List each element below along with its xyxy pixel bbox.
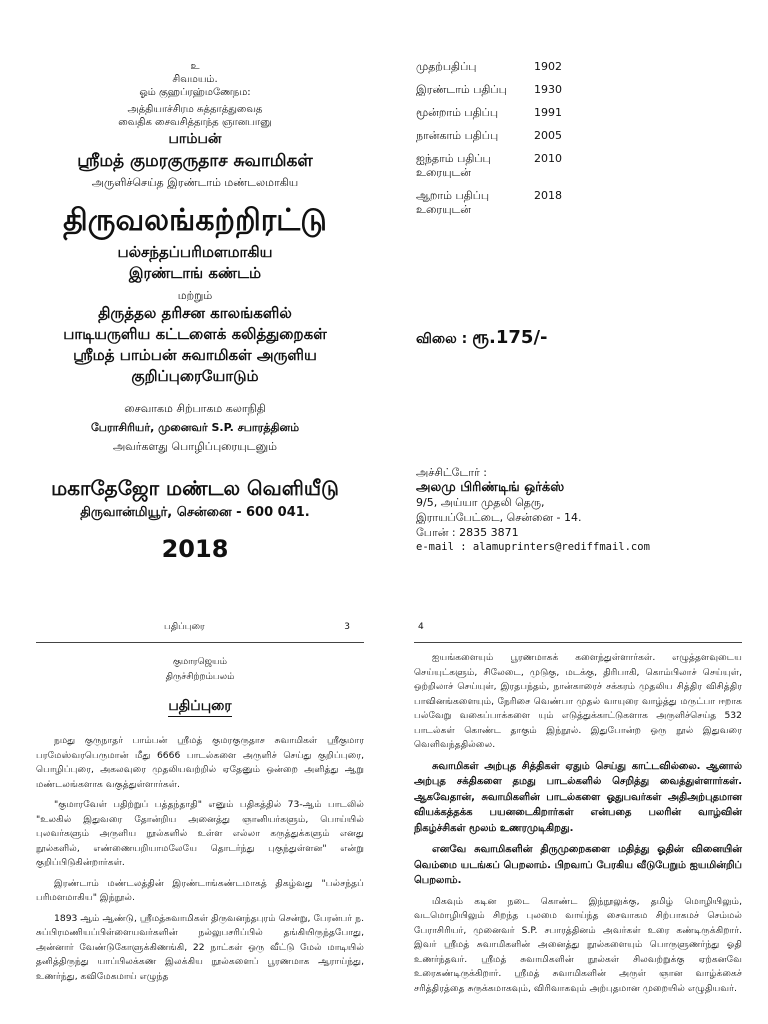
price [416,327,548,350]
edition-row [416,83,736,97]
paragraph: "குமாரவேள் பதிற்றுப் பத்தந்தாதி" எனும் பதிகத்தில் 73-ஆம் பாடலில் "உலகில் இதுவரை தோன்றிய அனைத்து ஞானியர்களும், பொய்யில் புலவர்களும் அருளிய நூல்களில் உள்ள எல்லா கருத்துக்களும் எனது நூல்களில், எண்ணையறியாமலேயே தொடர்ந்து புகுந்துள்ளன" என்று குறிப்பிடுகின்றார்கள். [36,799,364,868]
paragraph: எனவே சுவாமிகளின் திருமுறைகளை மதித்து ஓதின் வினையின் வெம்மை யடங்கப் பெறலாம். பிறவாப் பேரகிய வீடுபேறும் ஐயமின்றிப் பெறலாம். [414,844,742,886]
subtitle-6: குறிப்புரையோடும் [131,367,259,385]
section-heading: பதிப்புரை [168,698,231,717]
printer-email[interactable]: e-mail : alamuprinters@rediffmail.com [416,541,650,553]
publisher-address: திருவான்மியூர், சென்னை - 600 041. [80,505,310,520]
paragraph: இரண்டாம் மண்டலத்தின் இரண்டாங்கண்டமாகத் திகழ்வது "பல்சந்தப் பரிமளமாகிய" இந்நூல். [36,877,364,903]
author-name: ஸ்ரீமத் குமரகுருதாச சுவாமிகள் [77,151,313,171]
book-title: திருவலங்கற்றிரட்டு [63,203,327,238]
header-rule [36,642,364,643]
printer-address-1: 9/5, அய்யா முதலி தெரு, [416,496,545,509]
subtitle-and: மற்றும் [177,289,213,302]
edition-label: ஐந்தாம் பதிப்பு உரையுடன் [416,152,491,179]
edition-row [416,152,736,180]
printer-block [416,465,756,555]
running-header: பதிப்புரை [164,622,205,632]
invocation-tiruchitrambalam: திருச்சிற்றம்பலம் [165,672,235,682]
page-header [36,622,364,636]
edition-row [416,129,736,143]
edition-label: நான்காம் பதிப்பு [416,129,499,142]
header-rule [414,642,742,643]
printer-name: அலமு பிரிண்டிங் ஒர்க்ஸ் [416,480,565,495]
price-label: விலை : [416,331,468,347]
author-place: பாம்பன் [168,131,222,147]
page-number: 3 [344,622,350,632]
subtitle-5: ஸ்ரீமத் பாம்பன் சுவாமிகள் அருளிய [73,346,317,364]
printer-label: அச்சிட்டோர் : [416,466,487,479]
printer-address-2: இராயப்பேட்டை, சென்னை - 14. [416,511,582,524]
page-4 [414,622,742,1002]
edition-history [416,60,736,226]
edition-row [416,60,736,74]
publisher: மகாதேஜோ மண்டல வெளியீடு [51,476,339,500]
edition-year: 1930 [534,83,562,96]
edition-label: இரண்டாம் பதிப்பு [416,83,507,96]
composed-line: அருளிச்செய்த இரண்டாம் மண்டலமாகிய [91,176,299,189]
price-amount: ரூ.175/- [472,327,548,348]
page-header [414,622,742,636]
edition-label: முதற்பதிப்பு [416,60,477,73]
subtitle-2: இரண்டாங் கண்டம் [128,264,262,282]
subtitle-3: திருத்தல தரிசன காலங்களில் [98,304,292,322]
epithet-2: வைதிக சைவசித்தாந்த ஞானபானு [118,117,272,128]
paragraph: மிகவும் கடின நடை கொண்ட இந்நூலுக்கு, தமிழ் மொழியிலும், வடமொழியிலும் சிறந்த புலமை வாய்ந்த சைவாகம சிற்பாகமச் செம்மல் பேராசிரியர், முனைவர் S.P. சபாரத்தினம் அவர்கள் உரை கண்டிருக்கிறார். இவர் ஸ்ரீமத் சுவாமிகளின் அனைத்து நூல்களையும் பொருளுணர்ந்து ஓதி உணர்ந்தவர். ஸ்ரீமத் சுவாமிகளின் நூல்கள் சிலவற்றுக்கு ஏற்கனவே உரைகண்டிருக்கிறார். ஸ்ரீமத் சுவாமிகளின் அருள் ஞான வாழ்க்கைச் சரித்திரத்தை சுருக்கமாகவும், விரிவாகவும் அற்புதமான முறையில் எழுதியவர். [414,895,742,994]
edition-label: மூன்றாம் பதிப்பு [416,106,499,119]
page-3 [36,622,364,990]
publication-year: 2018 [161,535,229,563]
paragraph: நமது குருநாதர் பாம்பன் ஸ்ரீமத் குமரகுருதாச சுவாமிகள் ஸ்ரீகுமார பரமேஸ்வரபெருமான் மீது 6666 பாடல்களை அருளிச் செய்து குறிப்புரை, பொழிப்புரை, அகலவுரை முதலியவற்றில் ஏதேனும் ஒன்றை அளித்து ஆறு மண்டலங்களாக வகுத்துள்ளார்கள். [36,735,364,790]
paragraph: 1893 ஆம் ஆண்டு, ஸ்ரீமத்சுவாமிகள் திருவனந்தபுரம் சென்று, பேரன்பர் ந. சுப்பிரமணியப்பிள்ளையவர்களின் நல்லுபசரிப்பில் தங்கியிருந்தபோது, அன்னார் வேண்டுகோளுக்கிணங்கி, 22 நாட்கள் ஒரு வீட்டு மேல் மாடியில் தனித்திருந்து யாப்பிலக்கண இலக்கிய நூல்களைப் பூரணமாக ஆராய்ந்து, உணர்ந்து, கவிமேகமாய் எழுந்த [36,912,364,982]
edition-year: 2005 [534,129,562,142]
printer-phone: போன் : 2835 3871 [416,526,519,539]
invocation-kumarajeyam: குமாரஜெயம் [172,657,227,667]
epithet-1: அத்தியாச்சிரம சுத்தாத்துவைத [127,104,263,115]
title-page [30,60,360,563]
edition-row [416,106,736,120]
subtitle-1: பல்சந்தப்பரிமளமாகிய [117,243,273,261]
edition-label: ஆறாம் பதிப்பு உரையுடன் [416,189,490,216]
edition-row [416,189,736,217]
paragraph: சுவாமிகள் அற்புத சித்திகள் ஏதும் செய்து காட்டவில்லை. ஆனால் அற்புத சக்திகளை தமது பாடல்களில் செறித்து வைத்துள்ளார்கள். ஆகவேதான், சுவாமிகளின் பாடல்களை ஓதுபவர்கள் அதிஅற்புதமான வியக்கத்தக்க பயனடைகிறார்கள் என்பதை பலரின் வாழ்வின் நிகழ்ச்சிகள் மூலம் உணரமுடிகிறது. [414,760,742,834]
invocation-2: சிவமயம். [172,74,218,85]
page-number: 4 [418,622,424,632]
editor-title: சைவாகம சிற்பாகம கலாநிதி [124,402,266,415]
invocation-1: உ [190,61,200,72]
edition-year: 1902 [534,60,562,73]
subtitle-4: பாடியருளிய கட்டளைக் கலித்துறைகள் [63,325,327,343]
invocation-3: ஓம் குஹப்ரஹ்மணேநம: [139,87,251,98]
edition-year: 1991 [534,106,562,119]
paragraph: ஐயங்களையும் பூரணமாகக் களைந்துள்ளார்கள். எழுத்தளவுடைய செய்யுட்களும், சிலேடை, முடுகு, மடக்கு, திரிபாகி, கொம்பிலாச் செய்யுள், ஒற்றிலாச் செய்யுள், இரதபந்தம், நான்காரைச் சக்கரம் முதலிய சித்திர விசித்திர பாவினங்களையும், நேரிசை வெண்பா முதல் வாயுரை வாழ்த்து மருட்பா ஈறாக பல்வேறு வகைப்பாக்களை யும் எடுத்துக்காட்டுகளாக அருளிச்செய்த 532 பாடல்கள் கொண்ட தாகும் இந்நூல். இதுபோன்ற ஒரு நூல் இதுவரை வெளிவந்ததில்லை. [414,652,742,750]
editor-name: பேராசிரியர், முனைவர் S.P. சபாரத்தினம் [90,421,300,434]
edition-year: 2018 [534,189,562,202]
edition-year: 2010 [534,152,562,165]
editor-note: அவர்களது பொழிப்புரையுடனும் [112,440,278,453]
